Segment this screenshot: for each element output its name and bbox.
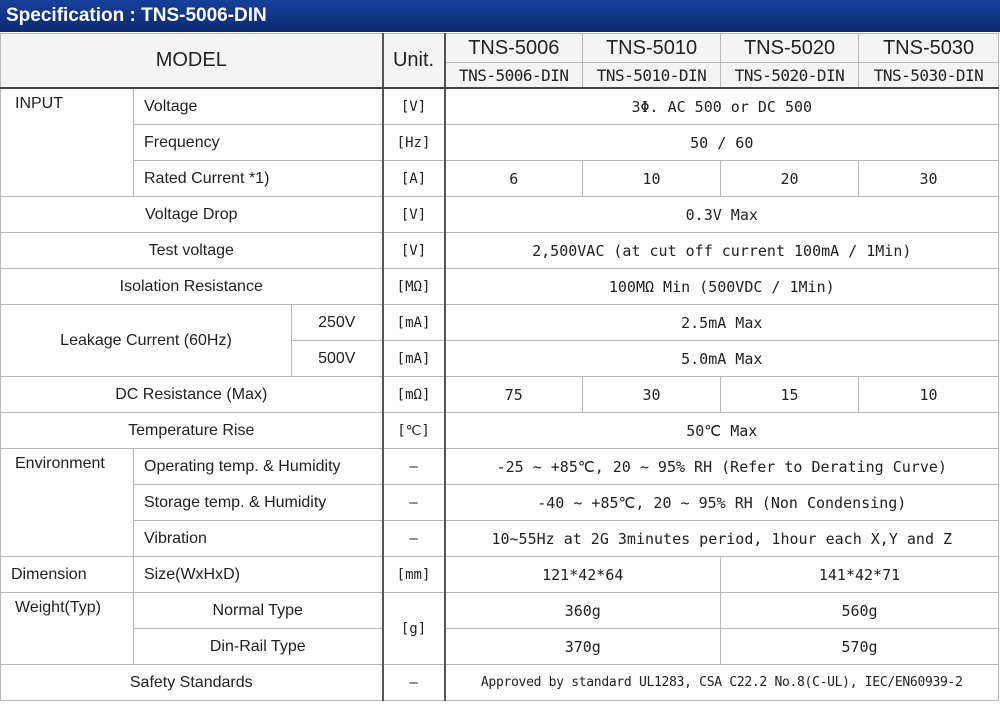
row-value: 10 (859, 377, 999, 413)
model-header: MODEL (1, 34, 383, 89)
spec-row-safety (1, 665, 999, 701)
row-value: 121*42*64 (445, 557, 721, 593)
row-value: -25 ~ +85℃, 20 ~ 95% RH (Refer to Derating Curve) (445, 449, 999, 485)
category-input: INPUT (1, 88, 134, 197)
model-name: TNS-5010 (583, 34, 721, 63)
row-value: 141*42*71 (721, 557, 999, 593)
row-label: Normal Type (134, 593, 383, 629)
row-label: Temperature Rise (1, 413, 383, 449)
row-unit: [mΩ] (383, 377, 445, 413)
row-unit: [℃] (383, 413, 445, 449)
unit-header: Unit. (383, 34, 445, 89)
row-value: Approved by standard UL1283, CSA C22.2 No.8(C-UL), IEC/EN60939-2 (445, 665, 999, 701)
row-unit: [V] (383, 88, 445, 125)
row-label: Voltage (134, 88, 383, 125)
row-unit: – (383, 521, 445, 557)
row-value: 10 (583, 161, 721, 197)
row-unit: – (383, 449, 445, 485)
row-value: 15 (721, 377, 859, 413)
row-value: 370g (445, 629, 721, 665)
model-name: TNS-5030 (859, 34, 999, 63)
row-value: 6 (445, 161, 583, 197)
row-value: 50 / 60 (445, 125, 999, 161)
row-value: 30 (859, 161, 999, 197)
spec-row-weight-din (1, 629, 999, 665)
row-label: DC Resistance (Max) (1, 377, 383, 413)
page-title: Specification : TNS-5006-DIN (0, 0, 1000, 32)
row-label: Vibration (134, 521, 383, 557)
category-weight: Weight(Typ) (1, 593, 134, 665)
spec-row-temp-rise (1, 413, 999, 449)
row-unit: [V] (383, 197, 445, 233)
model-name: TNS-5006 (445, 34, 583, 63)
row-value: 50℃ Max (445, 413, 999, 449)
row-sublabel: 500V (292, 341, 383, 377)
row-value: -40 ~ +85℃, 20 ~ 95% RH (Non Condensing) (445, 485, 999, 521)
row-label: Isolation Resistance (1, 269, 383, 305)
row-label: Din-Rail Type (134, 629, 383, 665)
row-unit: – (383, 665, 445, 701)
row-value: 2,500VAC (at cut off current 100mA / 1Min) (445, 233, 999, 269)
spec-row-weight-normal (1, 593, 999, 629)
row-unit: [MΩ] (383, 269, 445, 305)
row-label: Operating temp. & Humidity (134, 449, 383, 485)
row-value: 560g (721, 593, 999, 629)
row-label: Safety Standards (1, 665, 383, 701)
row-value: 0.3V Max (445, 197, 999, 233)
row-unit: [Hz] (383, 125, 445, 161)
row-value: 75 (445, 377, 583, 413)
row-value: 2.5mA Max (445, 305, 999, 341)
row-value: 30 (583, 377, 721, 413)
din-model-name: TNS-5030-DIN (859, 63, 999, 89)
category-environment: Environment (1, 449, 134, 557)
row-label: Storage temp. & Humidity (134, 485, 383, 521)
category-dimension: Dimension (1, 557, 134, 593)
row-unit: [mA] (383, 341, 445, 377)
row-label: Size(WxHxD) (134, 557, 383, 593)
row-label: Voltage Drop (1, 197, 383, 233)
row-value: 5.0mA Max (445, 341, 999, 377)
row-sublabel: 250V (292, 305, 383, 341)
row-value: 100MΩ Min (500VDC / 1Min) (445, 269, 999, 305)
spec-row-operating (1, 449, 999, 485)
row-unit: [mm] (383, 557, 445, 593)
spec-row-leakage-250v (1, 305, 999, 341)
spec-row-isolation (1, 269, 999, 305)
row-unit: [A] (383, 161, 445, 197)
spec-row-vibration (1, 521, 999, 557)
model-name: TNS-5020 (721, 34, 859, 63)
row-value: 20 (721, 161, 859, 197)
row-value: 3Φ. AC 500 or DC 500 (445, 88, 999, 125)
din-model-name: TNS-5010-DIN (583, 63, 721, 89)
row-label: Rated Current *1) (134, 161, 383, 197)
spec-row-storage (1, 485, 999, 521)
spec-table (0, 33, 999, 701)
spec-row-rated-current (1, 161, 999, 197)
spec-row-voltage-drop (1, 197, 999, 233)
spec-row-voltage (1, 88, 999, 125)
row-unit: [mA] (383, 305, 445, 341)
row-unit: – (383, 485, 445, 521)
row-value: 570g (721, 629, 999, 665)
row-value: 360g (445, 593, 721, 629)
row-value: 10~55Hz at 2G 3minutes period, 1hour each X,Y and Z (445, 521, 999, 557)
spec-row-dc-resistance (1, 377, 999, 413)
spec-row-dimension (1, 557, 999, 593)
spec-row-test-voltage (1, 233, 999, 269)
row-label: Leakage Current (60Hz) (1, 305, 292, 377)
row-unit: [V] (383, 233, 445, 269)
row-label: Test voltage (1, 233, 383, 269)
row-unit: [g] (383, 593, 445, 665)
spec-row-frequency (1, 125, 999, 161)
row-label: Frequency (134, 125, 383, 161)
din-model-name: TNS-5020-DIN (721, 63, 859, 89)
din-model-name: TNS-5006-DIN (445, 63, 583, 89)
header-row-models (1, 34, 999, 63)
